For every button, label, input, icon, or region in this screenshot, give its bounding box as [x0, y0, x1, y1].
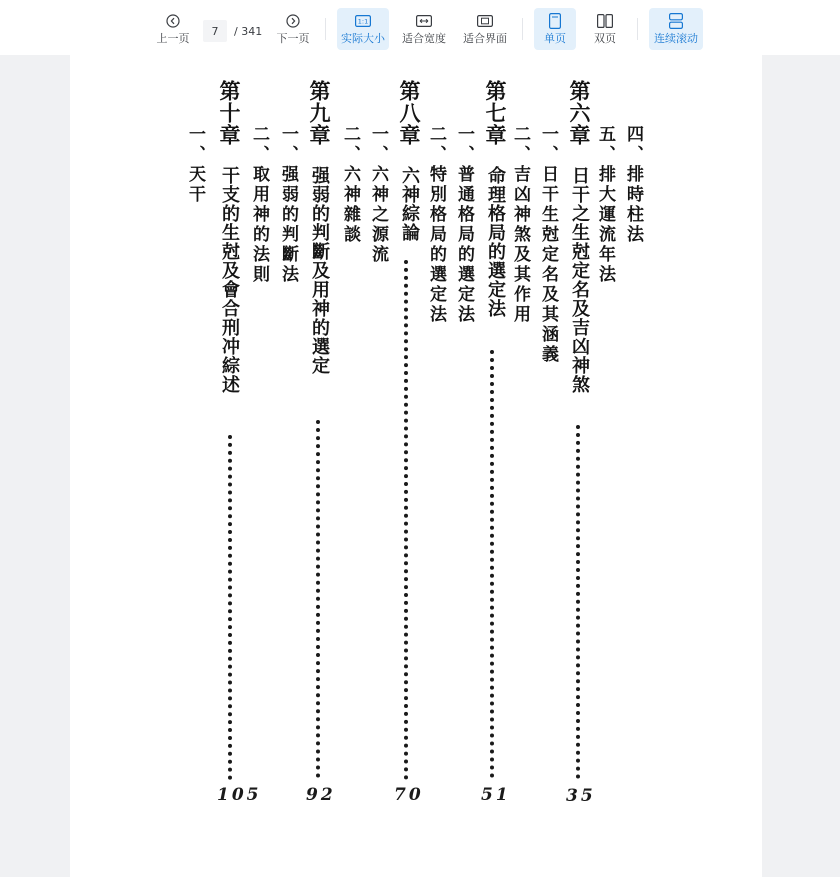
toc-page-number: 92	[306, 785, 336, 805]
fit-page-button[interactable]	[459, 8, 511, 50]
toc-page-number: 105	[217, 785, 262, 805]
toc-leader-dots	[228, 435, 232, 780]
double-page-button[interactable]	[584, 8, 626, 50]
toc-chapter-heading	[214, 80, 244, 394]
toc-section-item: 一、天干	[185, 125, 205, 205]
toc-section-item: 一、强弱的判斷法	[278, 125, 298, 285]
toc-section-item: 一、普通格局的選定法	[454, 125, 474, 325]
continuous-scroll-label: 连续滚动	[654, 32, 698, 45]
chapter-title: 六神綜論	[399, 166, 420, 242]
toc-section-item: 一、六神之源流	[368, 125, 388, 265]
toc-leader-dots	[316, 420, 320, 778]
toc-section-item: 五、排大運流年法	[595, 125, 615, 285]
toc-leader-dots	[404, 260, 408, 780]
prev-page-button[interactable]	[150, 8, 196, 50]
next-page-button[interactable]	[270, 8, 316, 50]
toc-chapter-heading	[480, 80, 510, 318]
double-page-icon	[597, 13, 613, 29]
chapter-number: 第九章	[307, 80, 332, 146]
toc-page-number: 70	[394, 785, 424, 805]
continuous-scroll-icon	[668, 13, 684, 29]
toc-chapter-heading	[564, 80, 594, 394]
fit-page-icon	[477, 13, 493, 29]
single-page-button[interactable]	[534, 8, 576, 50]
continuous-scroll-button[interactable]	[649, 8, 703, 50]
toc-section-item: 二、特別格局的選定法	[426, 125, 446, 325]
next-page-label: 下一页	[276, 32, 310, 45]
actual-size-button[interactable]	[337, 8, 389, 50]
toc-page-number: 35	[566, 786, 596, 806]
fit-width-label: 适合宽度	[402, 32, 446, 45]
fit-width-icon	[416, 13, 432, 29]
chapter-title: 干支的生尅及會合刑冲綜述	[219, 166, 240, 394]
chapter-title: 日干之生尅定名及吉凶神煞	[569, 166, 590, 394]
toc-leader-dots	[490, 350, 494, 778]
toc-page-number: 51	[481, 785, 511, 805]
page-number-input[interactable]	[203, 20, 227, 42]
toc-section-item: 四、排時柱法	[623, 125, 643, 245]
viewer-toolbar	[0, 0, 840, 55]
fit-page-label: 适合界面	[463, 32, 507, 45]
prev-page-label: 上一页	[156, 32, 190, 45]
toc-section-item: 一、日干生尅定名及其涵義	[538, 125, 558, 365]
single-page-icon	[547, 13, 563, 29]
single-page-label: 单页	[544, 32, 566, 45]
chevron-right-circle-icon	[285, 13, 301, 29]
toc-section-item: 二、取用神的法則	[249, 125, 269, 285]
toc-section-item: 二、六神雜談	[340, 125, 360, 245]
toc-section-item: 二、吉凶神煞及其作用	[510, 125, 530, 325]
double-page-label: 双页	[594, 32, 616, 45]
chapter-number: 第八章	[397, 80, 422, 146]
toolbar-divider	[325, 18, 326, 40]
actual-size-label: 实际大小	[341, 32, 385, 45]
chapter-number: 第十章	[217, 80, 242, 146]
toc-chapter-heading	[394, 80, 424, 242]
fit-width-button[interactable]	[398, 8, 450, 50]
chevron-left-circle-icon	[165, 13, 181, 29]
actual-size-icon-text: 1:1	[357, 17, 369, 26]
chapter-title: 命理格局的選定法	[485, 166, 506, 318]
chapter-number: 第七章	[483, 80, 508, 146]
actual-size-icon	[355, 13, 371, 29]
toolbar-divider	[522, 18, 523, 40]
toolbar-divider	[637, 18, 638, 40]
toc-leader-dots	[576, 425, 580, 779]
page-indicator	[203, 20, 266, 42]
total-pages: / 341	[234, 24, 263, 38]
document-page	[70, 55, 762, 877]
chapter-number: 第六章	[567, 80, 592, 146]
toc-chapter-heading	[304, 80, 334, 375]
chapter-title: 强弱的判斷及用神的選定	[309, 166, 330, 375]
